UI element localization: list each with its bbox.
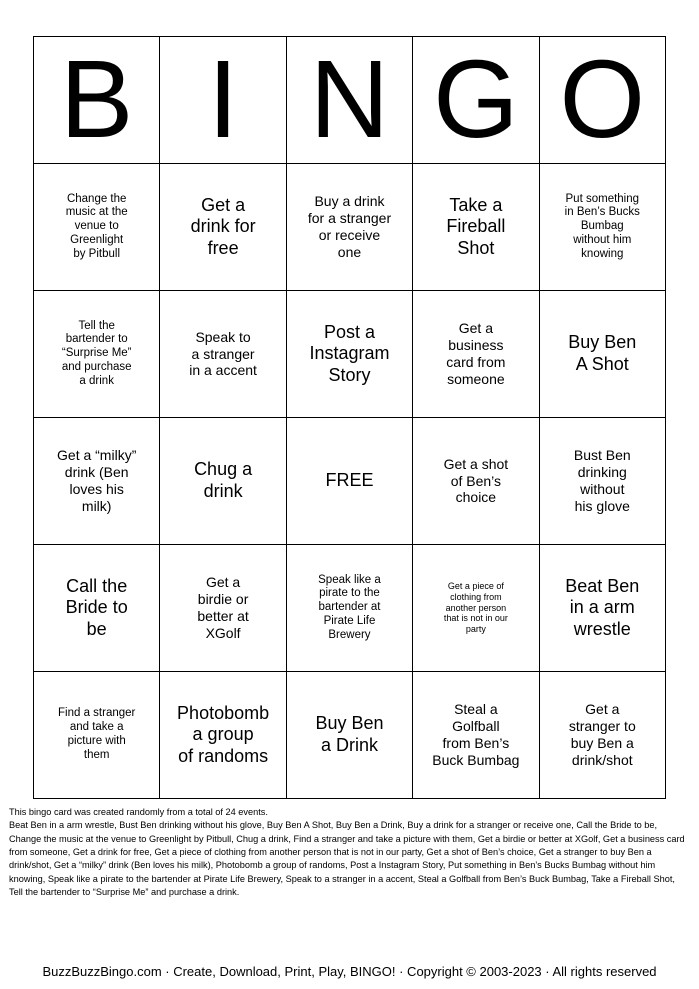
bingo-cell-line: Steal a (454, 701, 498, 718)
bingo-cell[interactable] (539, 545, 665, 672)
bingo-cell-line: from Ben’s (442, 735, 510, 751)
bingo-cell-line: Photobomb (177, 702, 270, 723)
bingo-cell-line: and take a (69, 721, 124, 734)
header-letter-g: G (413, 37, 539, 164)
bingo-cell-line: Put something (565, 192, 640, 205)
bingo-cell-text (565, 576, 639, 641)
bingo-cell-line: buy Ben a (570, 735, 634, 751)
bingo-cell-text (444, 581, 508, 635)
bingo-cell-text (446, 195, 505, 260)
bingo-cell-line: venue to (74, 220, 119, 233)
bingo-cell-text (325, 470, 373, 492)
bingo-cell-line: Get a piece of (447, 581, 504, 591)
bingo-cell-line: Greenlight (70, 233, 124, 246)
bingo-cell-line: Chug a (194, 459, 253, 480)
bingo-cell-line: picture with (67, 735, 126, 747)
bingo-cell-text (568, 332, 636, 375)
bingo-cell-line: someone (447, 370, 505, 387)
bingo-cell-line: Buy Ben (315, 713, 384, 734)
bingo-cell-text (57, 447, 136, 514)
bingo-cell-line: Buy Ben (568, 332, 637, 353)
bingo-cell-line: without (580, 481, 625, 497)
bingo-cell-line: drink/shot (571, 751, 633, 768)
bingo-cell-line: Fireball (446, 216, 506, 237)
bingo-cell-text (197, 574, 248, 641)
bingo-cell-text (574, 447, 631, 514)
bingo-cell-line: Get a “milky” (57, 447, 137, 464)
bingo-cell[interactable] (286, 291, 412, 418)
bingo-cell-line: his glove (574, 497, 630, 514)
bingo-cell-line: Buy a drink (314, 193, 385, 210)
bingo-cell-text (191, 195, 256, 260)
bingo-cell-line: or receive (318, 227, 381, 243)
bingo-cell-line: another person (445, 602, 507, 613)
bingo-cell-line: Speak to (195, 328, 251, 345)
bingo-cell[interactable] (413, 291, 539, 418)
bingo-cell-line: choice (455, 489, 497, 506)
bingo-cell-line: Call the (66, 575, 128, 596)
bingo-cell-line: Change the (66, 192, 127, 205)
bingo-cell-line: A Shot (575, 354, 629, 374)
bingo-cell-text (444, 456, 509, 506)
bingo-row (34, 418, 666, 545)
bingo-cell[interactable] (160, 291, 286, 418)
bingo-row (34, 545, 666, 672)
bingo-cell-line: clothing from (450, 591, 502, 602)
bingo-cell-line: a group (192, 724, 254, 745)
bingo-cell-text (177, 703, 269, 768)
bingo-cell-line: drinking (577, 464, 627, 481)
bingo-cell[interactable] (539, 164, 665, 291)
bingo-cell[interactable] (160, 672, 286, 799)
header-letter-i: I (160, 37, 286, 164)
bingo-cell[interactable] (34, 545, 160, 672)
bingo-cell-line: Buck Bumbag (432, 751, 520, 768)
bingo-cell-text (62, 320, 132, 389)
bingo-cell[interactable] (160, 164, 286, 291)
bingo-cell[interactable] (286, 418, 412, 545)
bingo-cell[interactable] (286, 672, 412, 799)
bingo-cell[interactable] (539, 291, 665, 418)
bingo-cell-line: wrestle (573, 618, 631, 639)
bingo-cell[interactable] (413, 672, 539, 799)
bingo-cell-line: Beat Ben (565, 575, 640, 596)
bingo-cell[interactable] (34, 291, 160, 418)
bingo-row (34, 164, 666, 291)
bingo-cell-line: better at (197, 608, 249, 624)
bingo-cell-text (308, 193, 391, 260)
bingo-cell-line: a Drink (320, 735, 378, 755)
bingo-cell-text (194, 459, 252, 502)
bingo-cell-line: Shot (457, 237, 495, 258)
bingo-cell-text (432, 701, 519, 768)
bingo-cell-line: XGolf (205, 624, 241, 641)
bingo-cell-line: Instagram (309, 343, 390, 364)
bingo-cell[interactable] (413, 164, 539, 291)
bingo-cell-line: pirate to the (319, 587, 380, 600)
header-letter-b: B (34, 37, 160, 164)
bingo-cell[interactable] (160, 545, 286, 672)
bingo-cell-line: bartender to (65, 333, 128, 346)
bingo-cell-line: Take a (449, 194, 503, 215)
bingo-cell-line: Speak like a (318, 573, 381, 586)
copyright-line: BuzzBuzzBingo.com · Create, Download, Print, Play, BINGO! · Copyright © 2003-2023 · All rights reserved (42, 964, 657, 979)
footer-intro: This bingo card was created randomly from a total of 24 events. (9, 807, 268, 817)
bingo-cell[interactable] (34, 164, 160, 291)
bingo-cell-line: party (465, 624, 486, 635)
bingo-cell-line: Get a (458, 320, 493, 337)
bingo-cell-text (569, 701, 636, 768)
bingo-header-row (34, 37, 666, 164)
bingo-row (34, 291, 666, 418)
bingo-cell-line: loves his (69, 481, 124, 497)
bingo-cell-text (318, 574, 381, 643)
bingo-cell-line: Story (328, 364, 371, 385)
bingo-cell-line: one (337, 243, 362, 260)
bingo-cell-line: Tell the (78, 319, 115, 332)
bingo-cell-line: Bumbag (580, 220, 624, 233)
bingo-cell-line: drink (Ben (64, 464, 129, 481)
bingo-cell-line: Bust Ben (573, 447, 631, 464)
bingo-cell-line: business (448, 337, 504, 354)
bingo-cell-line: in a accent (189, 362, 257, 379)
bingo-cell-line: them (83, 748, 110, 761)
header-letter-n: N (286, 37, 412, 164)
bingo-cell-text (565, 193, 640, 262)
bingo-cell[interactable] (413, 418, 539, 545)
bingo-cell[interactable] (286, 545, 412, 672)
footer-note (9, 806, 691, 899)
bingo-cell-line: Post a (323, 321, 375, 342)
bingo-cell-line: Find a stranger (58, 707, 136, 720)
bingo-cell-line: stranger to (568, 718, 636, 735)
bingo-cell-text (189, 329, 257, 379)
bingo-cell-line: by Pitbull (73, 247, 121, 260)
bingo-cell-line: for a stranger (307, 210, 392, 227)
bingo-cell-line: Pirate Life (323, 614, 376, 627)
bingo-cell[interactable] (413, 545, 539, 672)
bingo-cell-line: a drink (79, 374, 114, 387)
bingo-cell-line: Get a shot (443, 455, 509, 472)
bingo-cell-text (66, 576, 128, 641)
bingo-cell-line: Get a (201, 194, 246, 215)
bingo-cell-line: “Surprise Me” (61, 347, 132, 360)
bingo-cell-line: and purchase (61, 360, 132, 373)
bingo-cell-line: that is not in our (443, 613, 508, 624)
bingo-cell-line: free (207, 237, 239, 258)
bingo-cell-line: card from (446, 354, 506, 370)
bingo-cell[interactable] (539, 418, 665, 545)
bingo-cell-line: drink (203, 481, 243, 501)
bingo-cell-line: Golfball (452, 718, 500, 735)
bingo-cell-line: of Ben’s (450, 472, 502, 489)
bingo-cell-line: Get a (585, 701, 620, 718)
bingo-cell-line: Bride to (65, 597, 128, 618)
bingo-cell-text (315, 713, 383, 756)
bingo-cell-line: a stranger (191, 345, 255, 362)
bingo-cell-line: Brewery (328, 628, 371, 641)
bingo-cell-line: knowing (581, 247, 624, 260)
bingo-cell-line: FREE (325, 470, 374, 491)
bingo-cell[interactable] (34, 672, 160, 799)
bingo-cell-text (309, 322, 389, 387)
header-letter-o: O (539, 37, 665, 164)
bingo-card (33, 36, 666, 799)
bingo-cell-line: Get a (205, 574, 241, 591)
bingo-cell[interactable] (34, 418, 160, 545)
bingo-row (34, 672, 666, 799)
bingo-cell-line: birdie or (197, 591, 249, 608)
bingo-cell-line: music at the (65, 206, 128, 219)
bingo-cell-text (58, 707, 135, 762)
bingo-cell[interactable] (539, 672, 665, 799)
bingo-cell-line: drink for (190, 216, 256, 237)
footer-event-list: Beat Ben in a arm wrestle, Bust Ben drinking without his glove, Buy Ben A Shot, Buy Ben a Drink, Buy a drink for a stranger or receive one, Call the Bride to be, Change the music at the venue to Greenlight by Pitbull, Chug a drink, Find a stranger and take a picture with them, Get a birdie or better at XGolf, Get a business card from someone, Get a drink for free, Get a piece of clothing from another person that is not in our party, Get a shot of Ben’s choice, Get a stranger to buy Ben a drink/shot, Get a “milky” drink (Ben loves his milk), Photobomb a group of randoms, Post a Instagram Story, Put something in Ben’s Bucks Bumbag without him knowing, Speak like a pirate to the bartender at Pirate Life Brewery, Speak to a stranger in a accent, Steal a Golfball from Ben’s Buck Bumbag, Take a Fireball Shot, Tell the bartender to “Surprise Me” and purchase a drink. (9, 820, 685, 898)
bingo-cell-line: bartender at (318, 601, 381, 614)
bingo-cell-text (446, 320, 505, 387)
bingo-cell[interactable] (286, 164, 412, 291)
bingo-cell-line: milk) (81, 497, 112, 514)
bingo-cell-line: be (86, 618, 107, 639)
bingo-cell-line: of randoms (178, 745, 269, 766)
bingo-cell-text (66, 193, 128, 262)
bingo-cell-line: without him (573, 233, 632, 246)
bingo-cell-line: in a arm (569, 597, 635, 618)
bingo-cell-line: in Ben’s Bucks (564, 206, 640, 219)
bingo-cell[interactable] (160, 418, 286, 545)
